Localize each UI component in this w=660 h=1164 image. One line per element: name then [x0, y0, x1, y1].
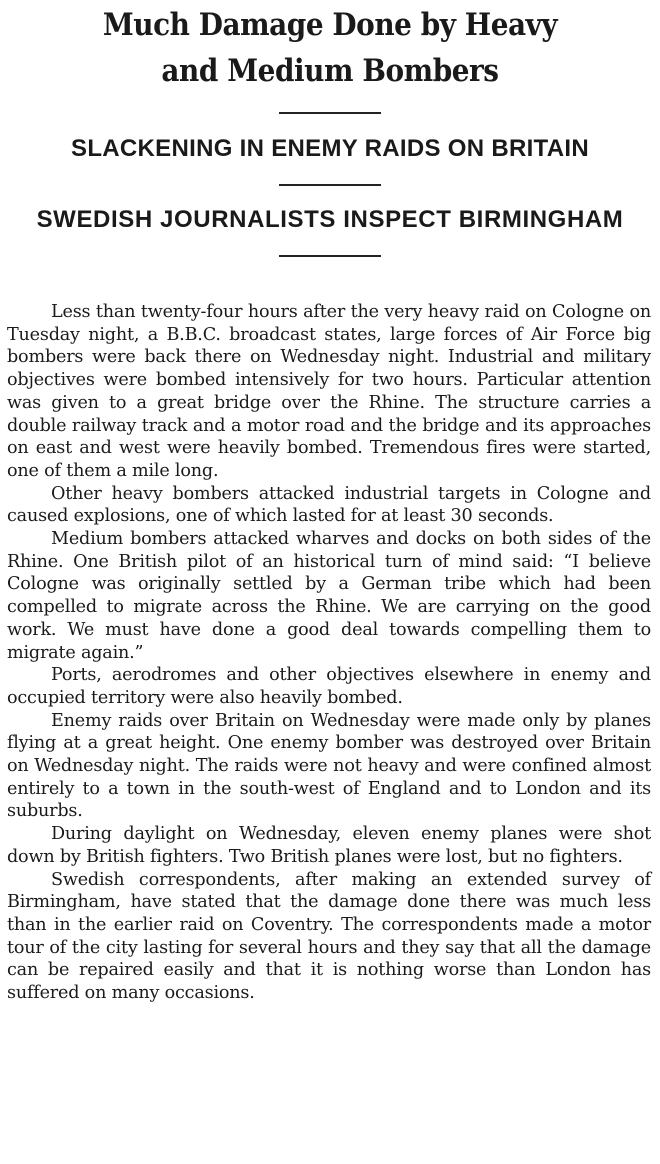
paragraph-enemy-raids: Enemy raids over Britain on Wednesday were made only by planes flying at a great height. One enemy bomber was destroyed over Britain on Wednesday night. The raids were not heavy and were confined almost entirely to a town in the south-west of England and to London and its suburbs. [7, 710, 651, 822]
paragraph-industrial-targets: Other heavy bombers attacked industrial targets in Cologne and caused explosions, one of which lasted for at least 30 seconds. [7, 483, 651, 527]
subheading-slackening: SLACKENING IN ENEMY RAIDS ON BRITAIN [71, 135, 589, 162]
headline [33, 0, 627, 94]
divider-rule [279, 184, 381, 186]
headline-line-1: Much Damage Done by Heavy [102, 7, 558, 43]
paragraph-medium-bombers: Medium bombers attacked wharves and docks on both sides of the Rhine. One British pilot of an historical turn of mind said: “I believe Cologne was originally settled by a German tribe which had been compelled to migrate across the Rhine. We are carrying on the good work. We must have done a good deal towards compelling them to migrate again.” [7, 529, 651, 663]
divider-rule [279, 255, 381, 257]
headline-line-2: and Medium Bombers [161, 53, 499, 89]
article-body [7, 301, 651, 1005]
paragraph-daylight: During daylight on Wednesday, eleven enemy planes were shot down by British fighters. Two British planes were lost, but no fighters. [7, 824, 651, 867]
subheading-swedish-journalists: SWEDISH JOURNALISTS INSPECT BIRMINGHAM [36, 206, 624, 233]
paragraph-swedish-correspondents: Swedish correspondents, after making an extended survey of Birmingham, have stated that the damage done there was much less than in the earlier raid on Coventry. The correspondents made a motor tour of the city lasting for several hours and they say that all the damage can be repaired easily and that it is nothing worse than London has suffered on many occasions. [7, 869, 651, 1004]
divider-rule [279, 112, 381, 114]
paragraph-cologne-raid: Less than twenty-four hours after the very heavy raid on Cologne on Tuesday night, a B.B.C. broadcast states, large forces of Air Force big bombers were back there on Wednesday night. Industrial and military objectives were bombed intensively for two hours. Particular attention was given to a great bridge over the Rhine. The structure carries a double railway track and a motor road and the bridge and its approaches on east and west were heavily bombed. Tremendous fires were started, one of them a mile long. [7, 302, 651, 481]
paragraph-ports-aerodromes: Ports, aerodromes and other objectives elsewhere in enemy and occupied territory were also heavily bombed. [7, 665, 651, 708]
